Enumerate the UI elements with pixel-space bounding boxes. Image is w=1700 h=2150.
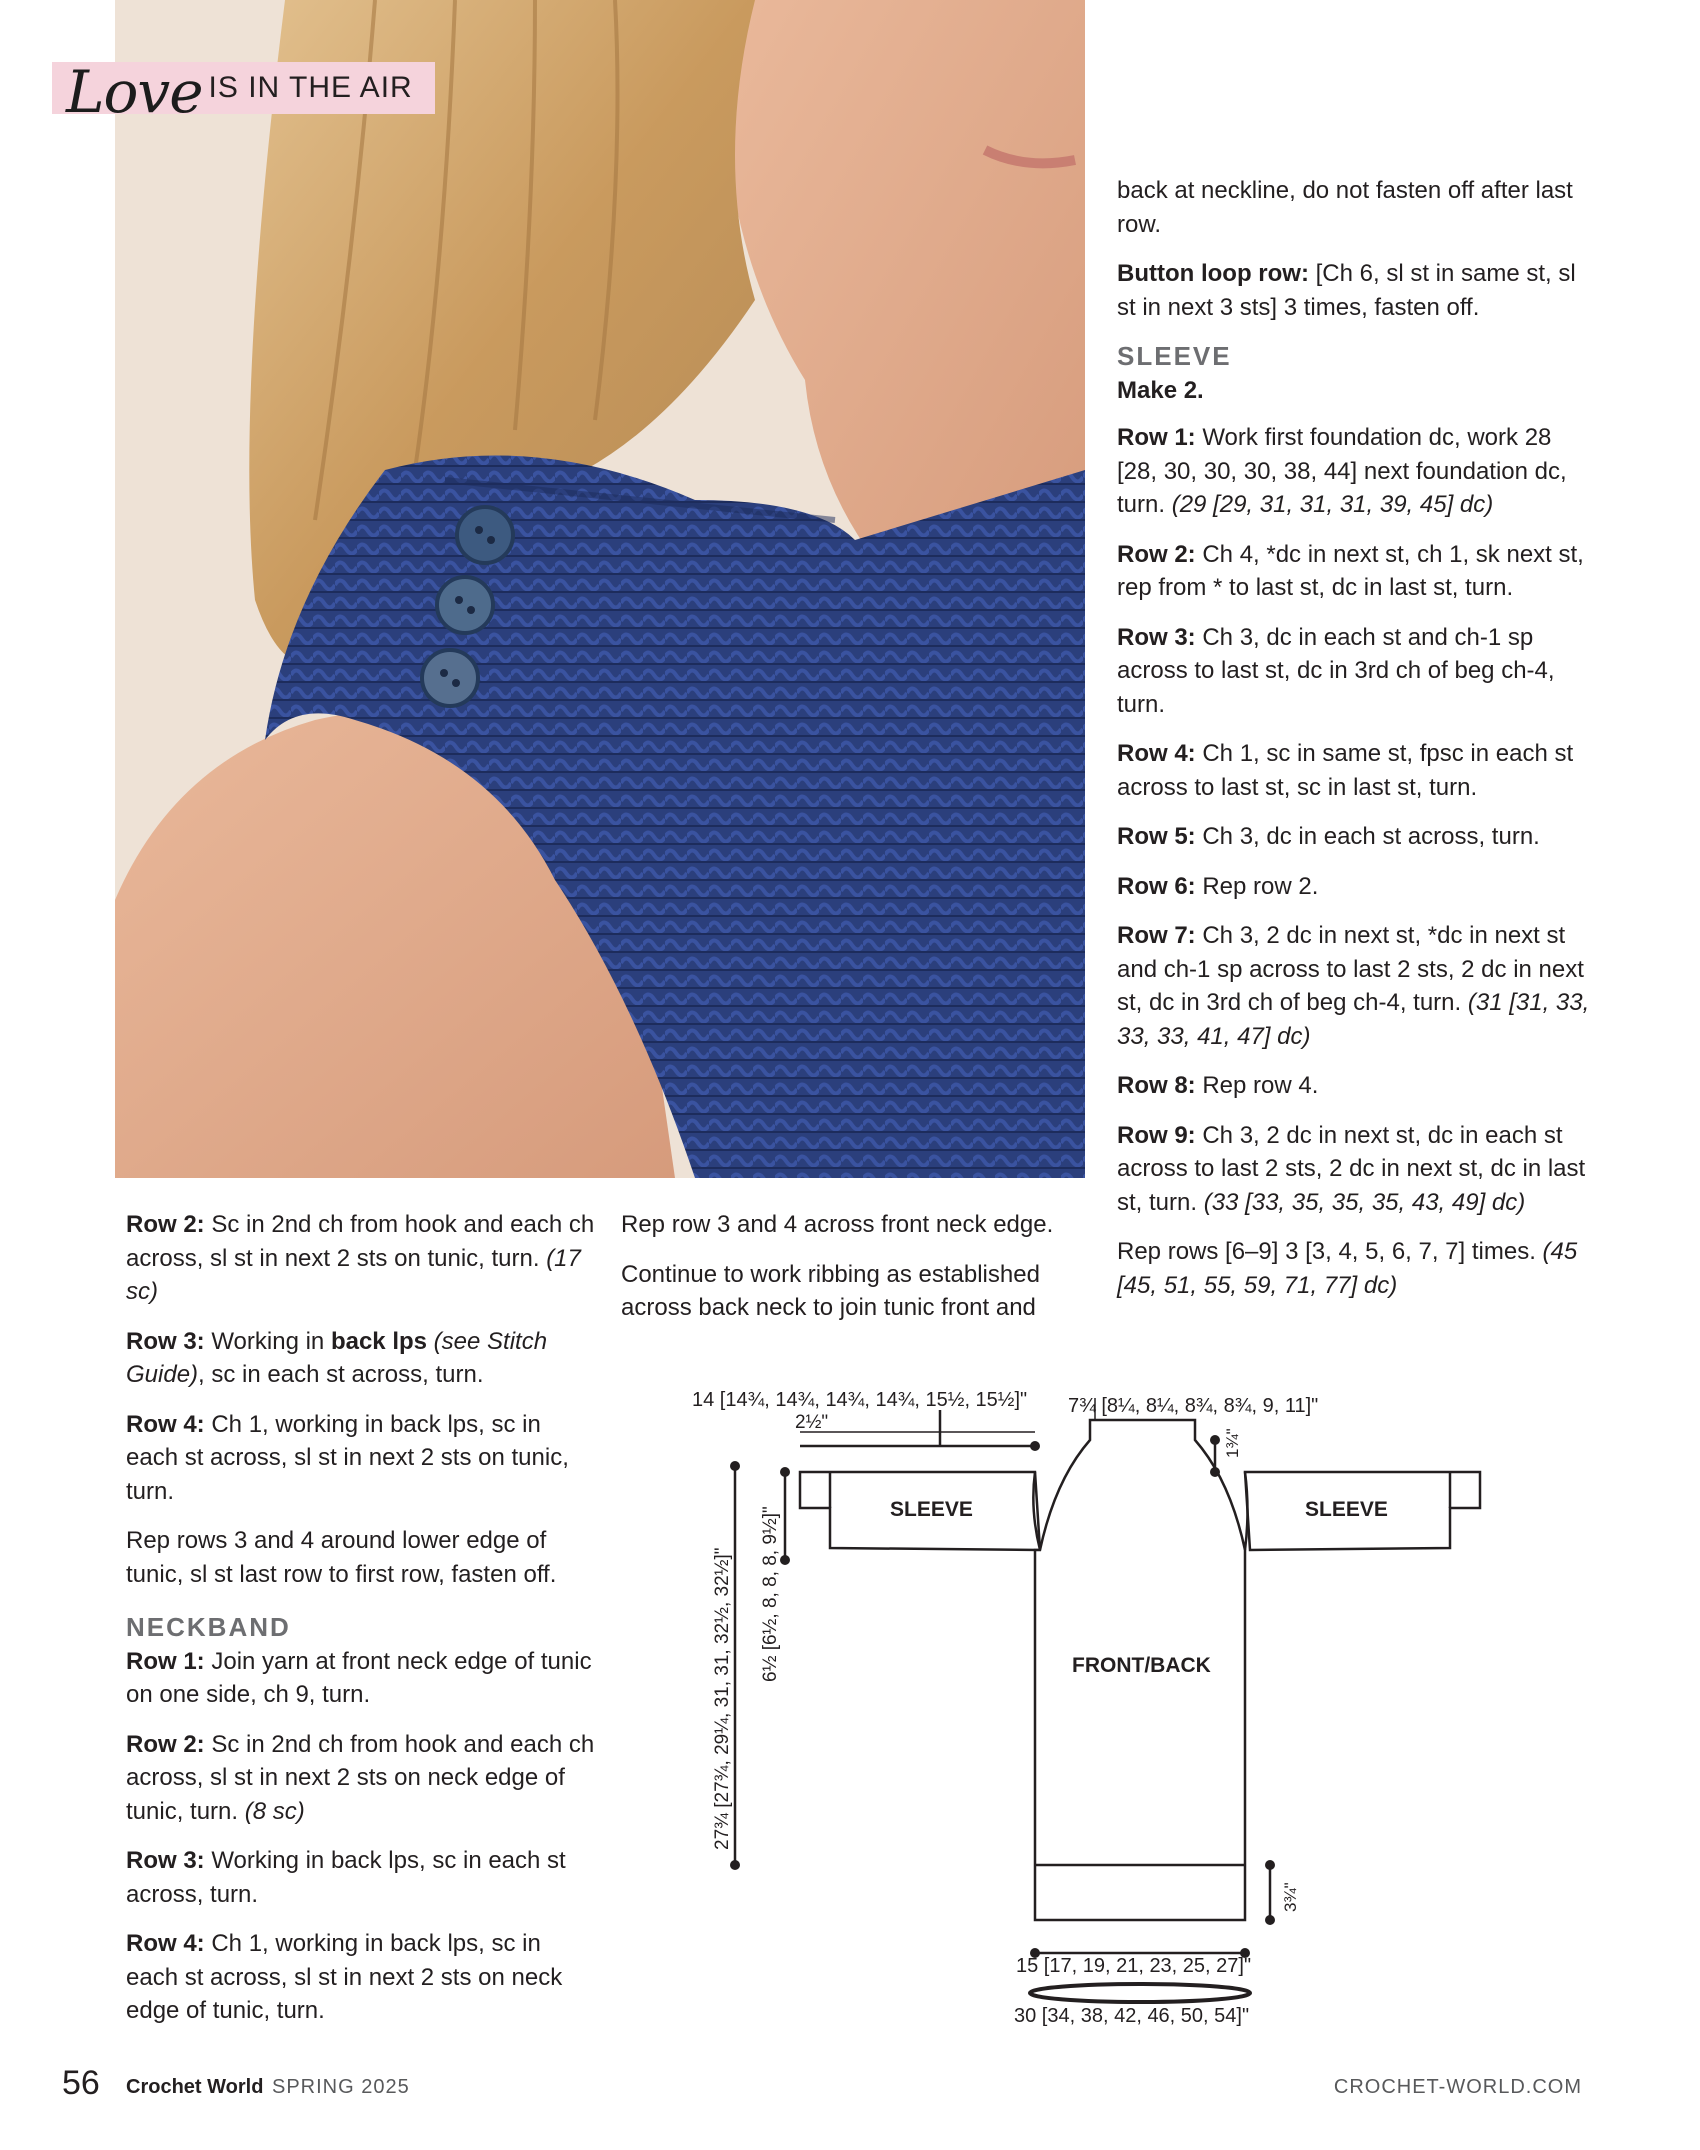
- row-label: Row 5:: [1117, 823, 1196, 850]
- row-text: [Ch 6, sl st in same st, sl st in next 3 sts] 3 times, fasten off.: [1117, 260, 1576, 321]
- paragraph: [1117, 538, 1597, 605]
- ribbing-label: 3¾": [1281, 1882, 1300, 1912]
- row-text: Sc in 2nd ch from hook and each ch across, sl st in next 2 sts on tunic, turn.: [126, 1211, 595, 1272]
- section-tag: [52, 58, 435, 126]
- circumference-label: 30 [34, 38, 42, 46, 50, 54]": [1014, 2005, 1250, 2027]
- row-text: Ch 1, working in back lps, sc in each st across, sl st in next 2 sts on neck edge of tunic, turn.: [126, 1930, 563, 2024]
- neck-width-label: 7¾ [8¼, 8¼, 8¾, 8¾, 9, 11]": [1068, 1395, 1319, 1417]
- stitch-count: (29 [29, 31, 31, 31, 39, 45] dc): [1171, 491, 1494, 518]
- row-text: , sc in each st across, turn.: [198, 1361, 484, 1388]
- row-text: Ch 1, working in back lps, sc in each st across, sl st in next 2 sts on tunic, turn.: [126, 1410, 569, 1505]
- paragraph: [1117, 1235, 1597, 1302]
- row-text: Work first foundation dc, work 28 [28, 30, 30, 30, 38, 44] next foundation dc, turn.: [1117, 424, 1567, 518]
- make-count: Make 2.: [1117, 376, 1204, 404]
- row-text: Ch 1, sc in same st, fpsc in each st across to last st, sc in last st, turn.: [1117, 740, 1574, 801]
- paragraph: [1117, 621, 1597, 722]
- tag-text: IS IN THE AIR: [208, 71, 413, 104]
- neck-height-label: 1¾": [1223, 1428, 1242, 1458]
- page-number: 56: [62, 2064, 100, 2102]
- row-text: Working in: [204, 1327, 331, 1355]
- paragraph: [126, 1208, 596, 1309]
- page-footer: [0, 2064, 1700, 2104]
- stitch-count: (33 [33, 35, 35, 35, 43, 49] dc): [1203, 1188, 1526, 1216]
- paragraph: Rep rows 3 and 4 around lower edge of tunic, sl st last row to first row, fasten off.: [126, 1527, 557, 1588]
- text-column-1: [126, 1208, 596, 2044]
- row-label: Row 3:: [126, 1327, 205, 1355]
- shoulder-label: 2½": [795, 1412, 829, 1433]
- paragraph: [1117, 820, 1597, 854]
- row-label: Row 7:: [1117, 922, 1196, 949]
- dimension-dot: [730, 1461, 740, 1471]
- paragraph: [1117, 870, 1597, 904]
- paragraph: [1117, 1069, 1597, 1103]
- paragraph: Continue to work ribbing as established across back neck to join tunic front and: [621, 1260, 1040, 1321]
- magazine-name: Crochet World: [126, 2076, 264, 2098]
- row-label: Row 4:: [1117, 740, 1196, 767]
- row-label: Row 3:: [126, 1847, 205, 1874]
- dimension-dot: [1265, 1860, 1275, 1870]
- website-link[interactable]: CROCHET-WORLD.COM: [1333, 2076, 1582, 2098]
- top-width-label: 14 [14¾, 14¾, 14¾, 14¾, 15½, 15½]": [692, 1389, 1028, 1411]
- left-sleeve-label: SLEEVE: [890, 1498, 973, 1521]
- make-note: [1117, 374, 1597, 408]
- row-label: Row 2:: [1117, 540, 1196, 568]
- paragraph: [126, 1325, 596, 1392]
- hem-ellipse: [1030, 1984, 1250, 2002]
- row-label: Row 1:: [126, 1647, 205, 1675]
- row-text: Ch 3, dc in each st across, turn.: [1195, 823, 1540, 850]
- paragraph: [1117, 257, 1597, 324]
- text-column-3: [1117, 174, 1597, 1318]
- paragraph: [126, 1728, 596, 1829]
- row-text: Ch 3, 2 dc in next st, *dc in next st and ch-1 sp across to last 2 sts, 2 dc in next st, dc in 3rd ch of beg ch-4, turn.: [1117, 922, 1584, 1016]
- photo-illustration: [115, 0, 1085, 1178]
- stitch-count: (45 [45, 51, 55, 59, 71, 77] dc): [1117, 1238, 1578, 1299]
- paragraph: [1117, 421, 1597, 522]
- row-label: Row 2:: [126, 1730, 205, 1758]
- armhole-label: 6½ [6½, 8, 8, 8, 9½]": [760, 1506, 781, 1682]
- row-text: Working in back lps, sc in each st across, turn.: [126, 1847, 566, 1908]
- length-label: 27¾ [27¾, 29¼, 31, 31, 32½, 32½]": [712, 1547, 733, 1850]
- paragraph: [1117, 1119, 1597, 1220]
- paragraph: [126, 1645, 596, 1712]
- dimension-dot: [1030, 1441, 1040, 1451]
- paragraph: [1117, 919, 1597, 1053]
- paragraph: back at neckline, do not fasten off after last row.: [1117, 177, 1573, 238]
- tag-script: Love: [66, 58, 203, 126]
- section-heading: NECKBAND: [126, 1612, 291, 1642]
- row-text: Ch 3, 2 dc in next st, dc in each st across to last 2 sts, 2 dc in next st, dc in last st, turn.: [1117, 1121, 1586, 1216]
- row-text: Ch 4, *dc in next st, ch 1, sk next st, rep from * to last st, dc in last st, turn.: [1117, 540, 1584, 601]
- issue-label: SPRING 2025: [272, 2076, 410, 2098]
- row-label: Row 8:: [1117, 1072, 1196, 1099]
- row-label: Row 2:: [126, 1211, 205, 1238]
- row-text: Rep rows [6–9] 3 [3, 4, 5, 6, 7, 7] times.: [1117, 1238, 1543, 1265]
- paragraph: [126, 1927, 596, 2028]
- row-label: Row 4:: [126, 1930, 205, 1957]
- dimension-dot: [1210, 1435, 1220, 1445]
- dimension-dot: [1265, 1915, 1275, 1925]
- stitch-count: (31 [31, 33, 33, 33, 41, 47] dc): [1117, 989, 1590, 1050]
- bold-term: back lps: [330, 1327, 427, 1355]
- dimension-dot: [730, 1860, 740, 1870]
- garment-schematic: [680, 1380, 1540, 2030]
- stitch-count: (8 sc): [244, 1797, 305, 1825]
- hero-photo: [115, 0, 1085, 1178]
- right-armhole: [1245, 1472, 1248, 1550]
- row-label: Row 4:: [126, 1410, 205, 1438]
- row-text: Ch 3, dc in each st and ch-1 sp across to last st, dc in 3rd ch of beg ch-4, turn.: [1117, 623, 1555, 718]
- row-label: Button loop row:: [1117, 260, 1309, 287]
- row-label: Row 1:: [1117, 424, 1196, 451]
- stitch-count: (17 sc): [126, 1244, 581, 1305]
- dimension-dot: [780, 1555, 790, 1565]
- text-column-2: [621, 1208, 1071, 1341]
- row-text: Join yarn at front neck edge of tunic on one side, ch 9, turn.: [126, 1647, 592, 1708]
- bottom-width-label: 15 [17, 19, 21, 23, 25, 27]": [1016, 1955, 1252, 1977]
- paragraph: [126, 1844, 596, 1911]
- paragraph: Rep row 3 and 4 across front neck edge.: [621, 1211, 1054, 1238]
- paragraph: [126, 1408, 596, 1509]
- right-sleeve-label: SLEEVE: [1305, 1498, 1388, 1521]
- row-label: Row 3:: [1117, 623, 1196, 651]
- row-text: Rep row 4.: [1195, 1072, 1319, 1099]
- section-heading: SLEEVE: [1117, 341, 1232, 371]
- italic-note: (see Stitch Guide): [126, 1327, 548, 1388]
- dimension-dot: [780, 1467, 790, 1477]
- row-label: Row 6:: [1117, 872, 1196, 900]
- row-text: Sc in 2nd ch from hook and each ch across, sl st in next 2 sts on neck edge of tunic, turn.: [126, 1730, 595, 1825]
- paragraph: [1117, 737, 1597, 804]
- dimension-dot: [1210, 1467, 1220, 1477]
- row-text: Rep row 2.: [1195, 872, 1319, 900]
- row-label: Row 9:: [1117, 1121, 1196, 1149]
- body-label: FRONT/BACK: [1072, 1654, 1211, 1677]
